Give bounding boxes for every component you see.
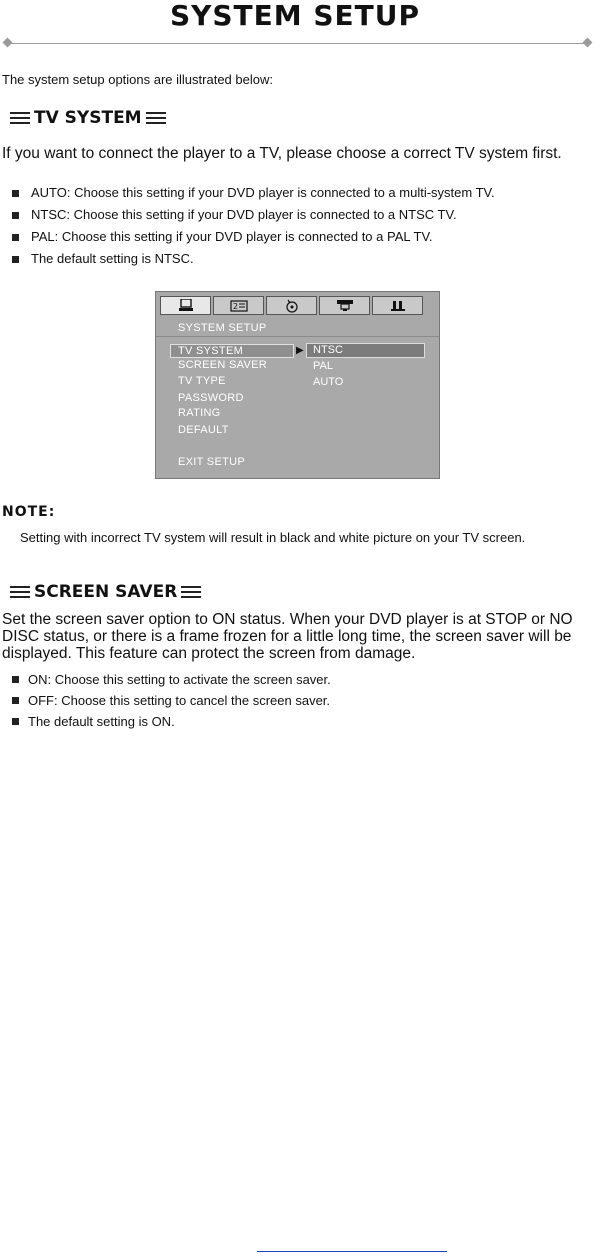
- bullet-square-icon: [12, 234, 19, 241]
- osd-item-rating[interactable]: RATING: [178, 407, 221, 419]
- osd-item-exit-setup[interactable]: EXIT SETUP: [178, 456, 245, 468]
- osd-menu-illustration: [155, 291, 440, 479]
- footer-link-underline: [257, 1251, 447, 1252]
- osd-item-screen-saver[interactable]: SCREEN SAVER: [178, 359, 267, 371]
- list-item: [12, 690, 331, 711]
- bullet-text: NTSC: Choose this setting if your DVD player is connected to a NTSC TV.: [31, 207, 457, 222]
- svg-text:2: 2: [232, 301, 238, 311]
- bullet-square-icon: [12, 697, 19, 704]
- osd-menu-title: SYSTEM SETUP: [178, 322, 267, 334]
- note-heading: NOTE:: [2, 504, 56, 520]
- page-title: SYSTEM SETUP: [169, 0, 421, 32]
- osd-option-ntsc[interactable]: NTSC: [306, 343, 425, 358]
- video-tab-icon: [319, 296, 370, 315]
- list-item: [12, 182, 495, 204]
- tv-system-heading-label: TV SYSTEM: [34, 108, 142, 128]
- tv-system-bullets: [12, 182, 495, 270]
- divider-right-diamond-icon: [583, 38, 593, 48]
- osd-item-tv-type[interactable]: TV TYPE: [178, 375, 226, 387]
- osd-option-auto[interactable]: AUTO: [313, 376, 344, 388]
- bullet-square-icon: [12, 256, 19, 263]
- bullet-square-icon: [12, 676, 19, 683]
- bullet-text: OFF: Choose this setting to cancel the screen saver.: [28, 692, 331, 708]
- heading-lines-right-icon: [181, 586, 201, 598]
- intro-text: The system setup options are illustrated below:: [2, 72, 273, 87]
- audio-tab-icon: [266, 296, 317, 315]
- note-text: Setting with incorrect TV system will result in black and white picture on your TV screen.: [20, 530, 526, 545]
- list-item: [12, 226, 495, 248]
- submenu-arrow-icon: ▶: [296, 345, 304, 356]
- heading-lines-left-icon: [10, 112, 30, 124]
- language-tab-icon: [213, 296, 264, 315]
- title-divider: [8, 43, 588, 44]
- bullet-text: The default setting is ON.: [28, 713, 175, 729]
- list-item: [12, 669, 331, 690]
- bullet-square-icon: [12, 212, 19, 219]
- screen-saver-heading-label: SCREEN SAVER: [34, 582, 178, 602]
- speaker-tab-icon: [372, 296, 423, 315]
- osd-item-tv-system[interactable]: TV SYSTEM: [170, 344, 294, 358]
- bullet-square-icon: [12, 190, 19, 197]
- list-item: [12, 711, 331, 732]
- osd-option-pal[interactable]: PAL: [313, 360, 333, 372]
- screen-saver-bullets: [12, 669, 331, 732]
- screen-saver-heading: [6, 582, 205, 602]
- bullet-text: The default setting is NTSC.: [31, 251, 194, 266]
- osd-item-password[interactable]: PASSWORD: [178, 392, 244, 404]
- osd-tab-bar: [160, 296, 423, 315]
- list-item: [12, 248, 495, 270]
- heading-lines-right-icon: [146, 112, 166, 124]
- bullet-text: ON: Choose this setting to activate the screen saver.: [28, 671, 331, 687]
- list-item: [12, 204, 495, 226]
- osd-item-default[interactable]: DEFAULT: [178, 424, 229, 436]
- tv-system-heading: [6, 108, 170, 128]
- bullet-square-icon: [12, 718, 19, 725]
- tv-system-paragraph: If you want to connect the player to a TV, please choose a correct TV system first.: [2, 145, 562, 162]
- screen-saver-paragraph: Set the screen saver option to ON status. When your DVD player is at STOP or NO DISC status, or there is a frame frozen for a little long time, the screen saver will be displayed. This feature can protect the screen from damage.: [2, 611, 573, 662]
- heading-lines-left-icon: [10, 586, 30, 598]
- osd-divider: [156, 336, 439, 337]
- system-tab-icon: [160, 296, 211, 315]
- bullet-text: AUTO: Choose this setting if your DVD player is connected to a multi-system TV.: [31, 185, 495, 200]
- bullet-text: PAL: Choose this setting if your DVD player is connected to a PAL TV.: [31, 229, 433, 244]
- divider-left-diamond-icon: [3, 38, 13, 48]
